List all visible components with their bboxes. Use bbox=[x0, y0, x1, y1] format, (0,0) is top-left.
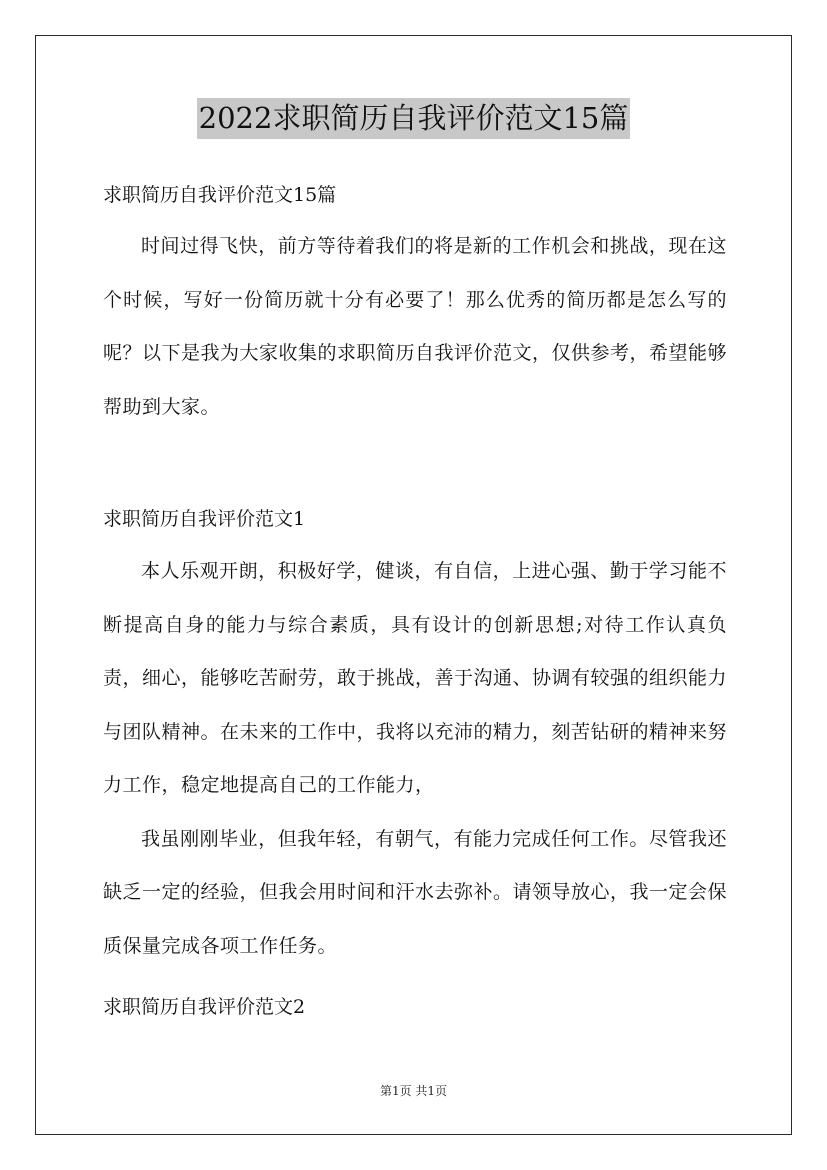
intro-paragraph: 时间过得飞快，前方等待着我们的将是新的工作机会和挑战，现在这个时候，写好一份简历就十分有必要了！那么优秀的简历都是怎么写的呢？以下是我为大家收集的求职简历自我评价范文，仅供参考，希望能够帮助到大家。 bbox=[103, 235, 728, 418]
section1-heading-block bbox=[103, 504, 727, 534]
document-title: 2022求职简历自我评价范文15篇 bbox=[197, 98, 631, 139]
document-title-container bbox=[0, 98, 827, 139]
section2-heading-block bbox=[103, 992, 727, 1022]
page-footer bbox=[0, 1082, 827, 1099]
section1-paragraph-2: 我虽刚刚毕业，但我年轻，有朝气，有能力完成任何工作。尽管我还缺乏一定的经验，但我会用时间和汗水去弥补。请领导放心，我一定会保质保量完成各项工作任务。 bbox=[103, 827, 728, 957]
section1-heading: 求职简历自我评价范文1 bbox=[103, 508, 306, 530]
intro-block bbox=[103, 220, 727, 434]
subtitle-block bbox=[103, 180, 727, 210]
section1-paragraph-1: 本人乐观开朗，积极好学，健谈，有自信，上进心强、勤于学习能不断提高自身的能力与综合素质，具有设计的创新思想;对待工作认真负责，细心，能够吃苦耐劳，敢于挑战，善于沟通、协调有较强的组织能力与团队精神。在未来的工作中，我将以充沛的精力，刻苦钻研的精神来努力工作，稳定地提高自己的工作能力， bbox=[103, 560, 728, 796]
section1-body bbox=[103, 545, 727, 973]
document-subtitle: 求职简历自我评价范文15篇 bbox=[103, 184, 337, 206]
section2-heading: 求职简历自我评价范文2 bbox=[103, 996, 306, 1018]
page-number: 第1页 共1页 bbox=[379, 1084, 448, 1098]
